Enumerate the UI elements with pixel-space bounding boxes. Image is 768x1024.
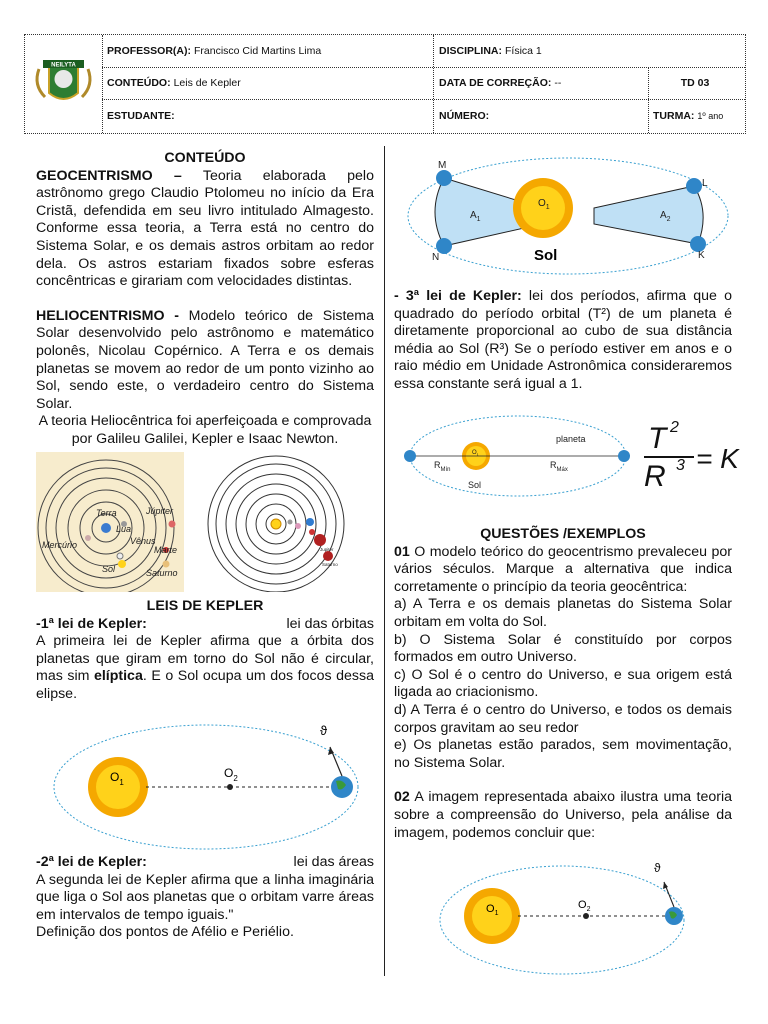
column-divider xyxy=(384,146,385,976)
lei2-paragraph: A segunda lei de Kepler afirma que a linha imaginária que liga o Sol aos planetas que o orbitam varre áreas em intervalos de tempo iguais." xyxy=(36,871,374,923)
lei3-block xyxy=(394,288,732,394)
sun-icon xyxy=(88,757,148,817)
formula-exp3: 3 xyxy=(676,457,685,474)
geo-label-terra: Terra xyxy=(96,508,117,518)
lei1-bold: elíptica xyxy=(93,668,143,685)
lei3-paragraph xyxy=(394,288,732,394)
question2-figure xyxy=(436,856,688,980)
numero-label: NÚMERO: xyxy=(439,110,490,122)
left-column xyxy=(36,150,374,449)
point-n-label: N xyxy=(432,252,440,263)
questoes-heading: QUESTÕES /EXEMPLOS xyxy=(480,526,646,542)
area-a2-label: $A_2$ xyxy=(660,210,671,223)
heliocentrismo-note: A teoria Heliocêntrica foi aperfeiçoada e comprovada por Galileu Galilei, Kepler e Isaac Newton. xyxy=(38,413,372,447)
point-l-label: L xyxy=(702,178,708,189)
formula-eq-k: = K xyxy=(696,443,739,474)
lei1-paragraph xyxy=(36,633,374,703)
lei2-name: lei das áreas xyxy=(293,854,374,870)
formula-t: T xyxy=(648,422,667,455)
rmin-label: $R_{Mín}$ xyxy=(434,460,451,473)
geocentrismo-paragraph xyxy=(36,168,374,291)
o2-label: $O_2$ xyxy=(224,766,238,783)
formula-r: R xyxy=(644,460,666,493)
lei2-heading xyxy=(36,854,374,872)
orbit-o1-label: $O_1$ xyxy=(472,450,479,457)
turma-value: 1º ano xyxy=(697,111,724,121)
lei1-text-a: A primeira lei de Kepler afirma que a órbita dos planetas que giram em torno do Sol não é circular, mas sim xyxy=(36,633,374,685)
heliocentric-figure xyxy=(206,452,354,592)
header-table xyxy=(24,34,746,134)
sol-label: Sol xyxy=(534,247,558,264)
orbit-radius-figure xyxy=(400,412,636,500)
conteudo-cell xyxy=(107,67,241,99)
q1-option-e: e) Os planetas estão parados, sem movimentação, no Sistema Solar. xyxy=(394,737,732,771)
point-k-label: K xyxy=(698,250,705,261)
geo-label-jupiter: Júpiter xyxy=(146,506,174,516)
disciplina-cell xyxy=(439,35,542,67)
q2-o1-label: $O_1$ xyxy=(486,903,499,917)
numero-cell xyxy=(439,99,492,133)
td-label: TD 03 xyxy=(680,77,710,89)
geocentric-figure xyxy=(36,452,184,592)
earth-icon xyxy=(331,776,353,798)
formula-exp2: 2 xyxy=(670,419,679,436)
disciplina-value: Física 1 xyxy=(505,45,542,57)
td-cell xyxy=(648,67,745,99)
data-correcao-label: DATA DE CORREÇÃO: xyxy=(439,77,552,89)
school-logo xyxy=(25,35,103,133)
q1-option-b: b) O Sistema Solar é constituído por corpos formados em outro Universo. xyxy=(394,631,732,666)
disciplina-label: DISCIPLINA: xyxy=(439,45,502,57)
velocity-label: ϑ xyxy=(320,723,328,738)
sun-icon xyxy=(464,888,520,944)
lei2-label: -2ª lei de Kepler: xyxy=(36,854,147,870)
kepler-formula xyxy=(640,414,756,494)
lei2-definition: Definição dos pontos de Afélio e Periélio. xyxy=(36,924,294,941)
lei1-label: -1ª lei de Kepler: xyxy=(36,615,147,632)
area-law-figure xyxy=(398,148,738,284)
data-correcao-value: -- xyxy=(554,77,562,89)
helio-label-saturno: Saturno xyxy=(322,562,338,567)
q1-option-c: c) O Sol é o centro do Universo, e sua origem está ligada ao criacionismo. xyxy=(394,666,732,701)
professor-cell xyxy=(107,35,321,67)
logo-text: NEILYTA xyxy=(51,62,76,69)
estudante-label: ESTUDANTE: xyxy=(107,110,175,122)
area-o1-label: $O_1$ xyxy=(538,198,550,211)
geo-label-lua: Lua xyxy=(116,524,132,534)
q1-option-d: d) A Terra é o centro do Universo, e todos os demais corpos gravitam ao seu redor xyxy=(394,701,732,736)
orbit-sol-label: Sol xyxy=(468,480,482,490)
q2-text: A imagem representada abaixo ilustra uma teoria sobre a compreensão do Universo, pela análise da imagem, podemos concluir que: xyxy=(394,789,732,841)
heliocentrismo-text: Modelo teórico de Sistema Solar desenvolvido pelo astrônomo e matemático polonês, Nicolau Copérnico. A Terra e os demais planetas se movem ao redor de um ponto vizinho ao Sol, sendo este, o verdadeiro centro do Sistema Solar. xyxy=(36,307,374,412)
geo-label-sol: Sol xyxy=(102,564,116,574)
geo-label-mercurio: Mercúrio xyxy=(42,540,78,550)
leis-kepler-block xyxy=(36,598,374,704)
o1-label: $O_1$ xyxy=(110,770,124,787)
planeta-label: planeta xyxy=(556,434,586,444)
earth-icon xyxy=(665,907,683,925)
q1-number: 01 xyxy=(394,543,410,560)
geo-label-venus: Vênus xyxy=(130,536,156,546)
turma-cell xyxy=(653,99,723,133)
geo-label-marte: Marte xyxy=(154,545,178,555)
conteudo-value: Leis de Kepler xyxy=(173,77,241,89)
q2-velocity-label: ϑ xyxy=(654,861,661,875)
heliocentrismo-paragraph xyxy=(36,308,374,414)
helio-label-jupiter: Jupiter xyxy=(320,547,334,552)
q1-option-a: a) A Terra e os demais planetas do Sistema Solar orbitam em volta do Sol. xyxy=(394,596,732,630)
q1-statement xyxy=(394,544,732,597)
professor-label: PROFESSOR(A): xyxy=(107,45,191,57)
lei3-text: lei dos períodos, afirma que o quadrado do período orbital (T²) de um planeta é diretamente proporcional ao cubo de sua distância média ao Sol (R³) Se o período estiver em anos e o raio médio em Unidade Astronômica consideraremos essa constante será igual a 1. xyxy=(394,288,732,392)
conteudo-heading: CONTEÚDO xyxy=(164,150,246,166)
q1-text: O modelo teórico do geocentrismo prevaleceu por vários séculos. Marque a alternativa que indica corretamente o princípio da teoria geocêntrica: xyxy=(394,543,732,595)
professor-value: Francisco Cid Martins Lima xyxy=(194,45,322,57)
questoes-block xyxy=(394,526,732,842)
heliocentrismo-label: HELIOCENTRISMO - xyxy=(36,307,179,324)
lei1-name: lei das órbitas xyxy=(286,615,374,632)
estudante-cell xyxy=(107,99,178,133)
q2-o2-label: $O_2$ xyxy=(578,899,591,913)
point-m-label: M xyxy=(438,160,447,171)
geo-label-saturno: Saturno xyxy=(146,568,178,578)
first-law-figure xyxy=(50,715,362,855)
lei2-block xyxy=(36,854,374,942)
geocentrismo-text: Teoria elaborada pelo astrônomo grego Claudio Ptolomeu no início da Era Cristã, defendida em seu livro intitulado Almagesto. Conforme essa teoria, a Terra está no centro do Sistema Solar, e os demais astros orbitam ao redor dela. Os astros estariam fixados sobre esferas concêntricas e girariam com velocidades distintas. xyxy=(36,167,374,290)
lei1-text-b: . E o Sol ocupa um dos focos dessa elipse. xyxy=(36,668,374,702)
rmax-label: $R_{Máx}$ xyxy=(550,460,568,473)
conteudo-label: CONTEÚDO: xyxy=(107,77,171,89)
q2-number: 02 xyxy=(394,789,410,806)
area-a1-label: $A_1$ xyxy=(470,210,481,223)
turma-label: TURMA: xyxy=(653,110,695,122)
leis-kepler-heading: LEIS DE KEPLER xyxy=(146,598,264,614)
geocentrismo-label: GEOCENTRISMO – xyxy=(36,167,182,184)
data-correcao-cell xyxy=(439,67,561,99)
lei1-heading xyxy=(36,616,374,634)
q2-statement xyxy=(394,789,732,842)
lei3-label: - 3ª lei de Kepler: xyxy=(394,288,522,304)
